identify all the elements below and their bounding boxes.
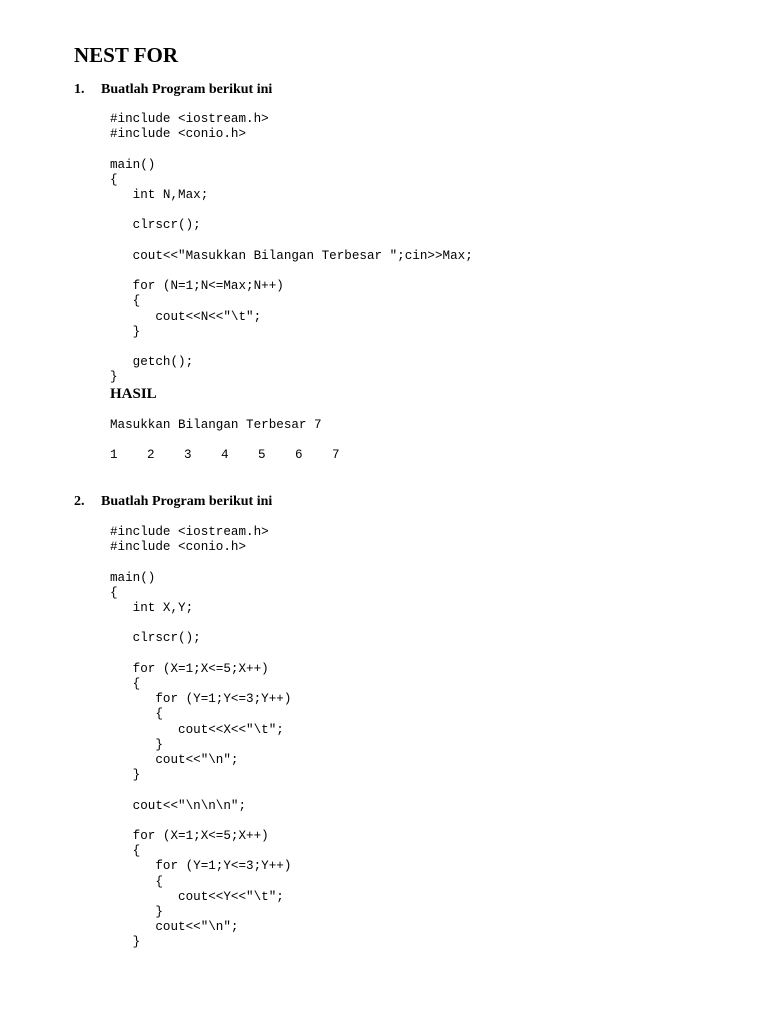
- result-value: 3: [184, 448, 192, 462]
- result-value: 5: [258, 448, 266, 462]
- result-value: 6: [295, 448, 303, 462]
- question-2-text: Buatlah Program berikut ini: [101, 494, 273, 509]
- question-1-code: #include <iostream.h> #include <conio.h> main() { int N,Max; clrscr(); cout<<"Masukkan Bilangan Terbesar ";cin>>Max; for (N=1;N<=Max;N++) { cout<<N<<"\t"; } getch(); }: [110, 112, 473, 385]
- question-1-heading: [74, 81, 272, 99]
- result-label: HASIL: [110, 386, 157, 402]
- result-value: 2: [147, 448, 155, 462]
- question-2-code: #include <iostream.h> #include <conio.h> main() { int X,Y; clrscr(); for (X=1;X<=5;X++) { for (Y=1;Y<=3;Y++) { cout<<X<<"\t"; } cout<<"\n"; } cout<<"\n\n\n"; for (X=1;X<=5;X++) { for (Y=1;Y<=3;Y++) { cout<<Y<<"\t"; } cout<<"\n"; }: [110, 525, 292, 950]
- result-value: 1: [110, 448, 118, 462]
- result-prompt: Masukkan Bilangan Terbesar 7: [110, 418, 322, 432]
- question-1-text: Buatlah Program berikut ini: [101, 82, 273, 97]
- question-2-number: 2.: [74, 494, 85, 509]
- result-value: 4: [221, 448, 229, 462]
- question-2-heading: [74, 493, 272, 511]
- result-value: 7: [332, 448, 340, 462]
- question-1-number: 1.: [74, 82, 85, 97]
- page-title: NEST FOR: [74, 43, 179, 67]
